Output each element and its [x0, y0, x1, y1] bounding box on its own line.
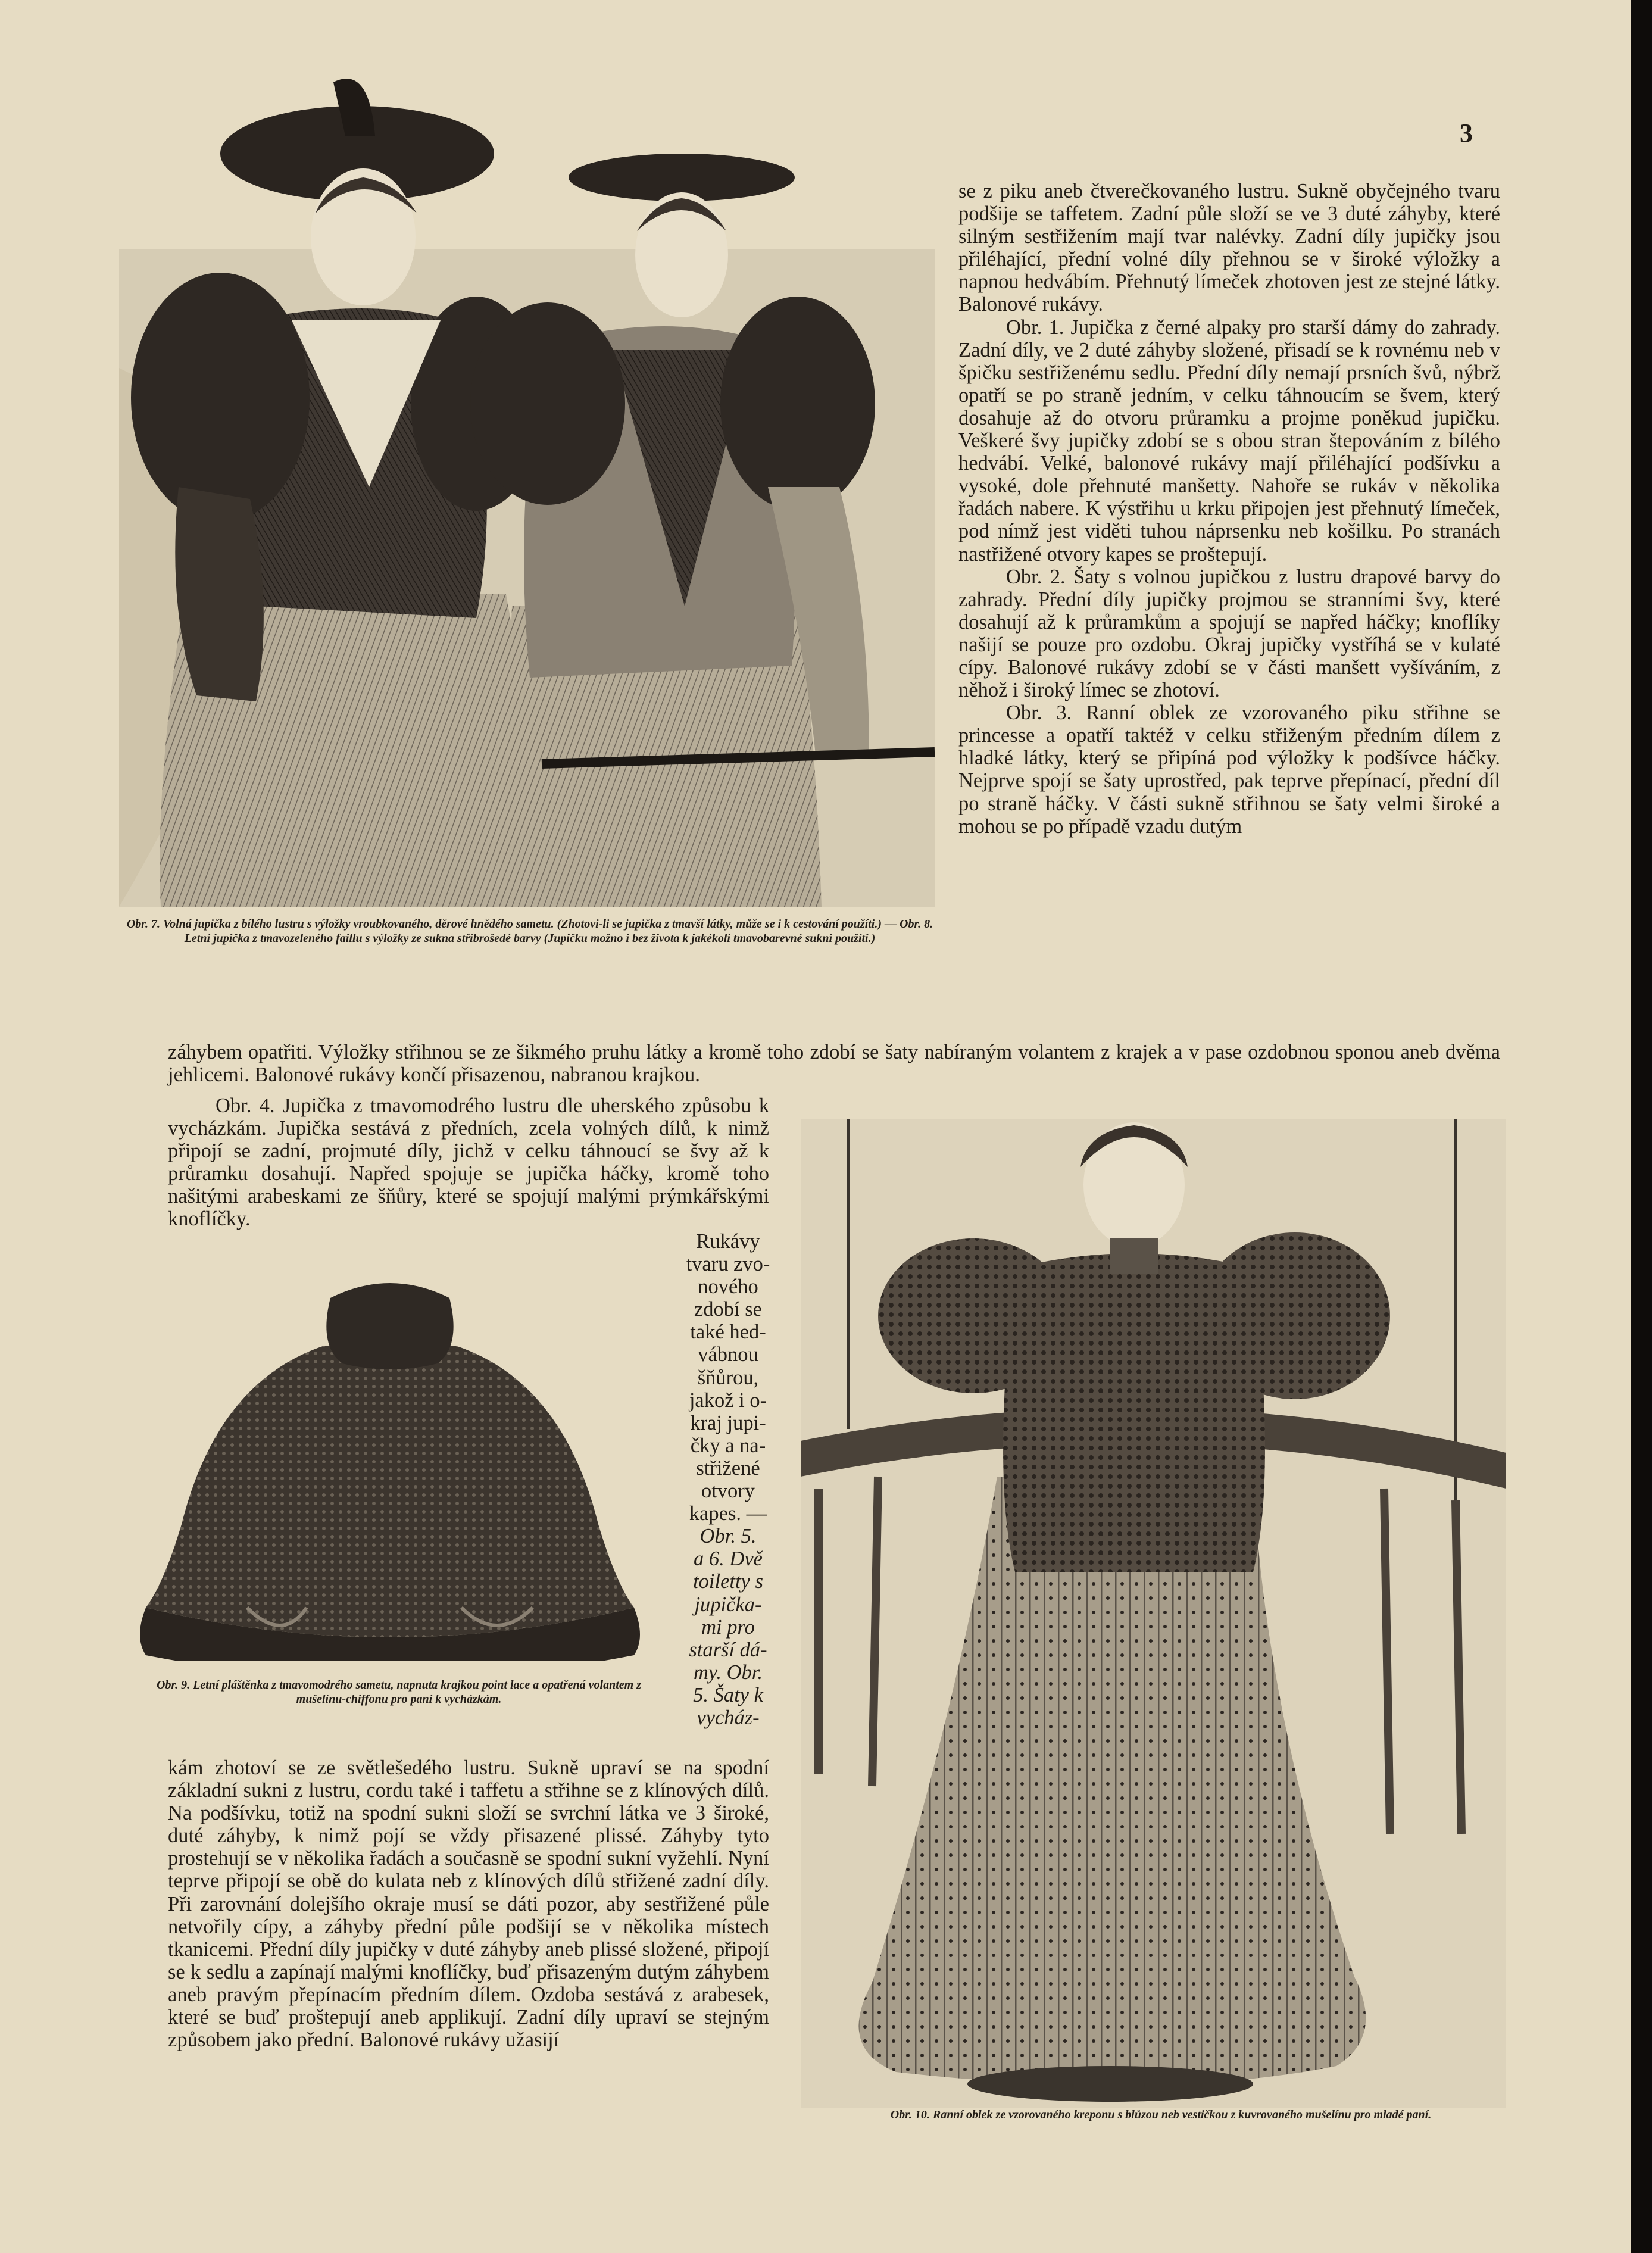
text-column-left-mid	[168, 1094, 769, 1231]
page-edge-shadow	[1631, 0, 1652, 2253]
text-line: jupička-	[694, 1593, 762, 1616]
paragraph: se z piku aneb čtverečkovaného lustru. Sukně obyčejného tvaru podšije se taffetem. Zadní půle složí se ve 3 duté záhyby, které silným sestřižením mají tvar nalévky. Zadní díly jupičky jsou přiléhající, přední volné díly přehnou se v široké výložky a napnou hedvábím. Přehnutý límeček zhotoven jest ze stejné látky. Balonové rukávy.	[958, 180, 1500, 316]
text-line: jakož i o-	[689, 1388, 767, 1412]
caption-fig-9: Obr. 9. Letní pláštěnka z tmavomodrého sametu, napnuta krajkou point lace a opatřená volantem z mušelínu-chiffonu pro paní k vycházkám.	[157, 1678, 641, 1706]
text-line: otvory	[701, 1480, 755, 1503]
text-line: vycház-	[697, 1706, 760, 1729]
illustration-fig-9	[128, 1274, 652, 1661]
text-column-right-top	[958, 180, 1500, 838]
paragraph: záhybem opatřiti. Výložky střihnou se ze šikmého pruhu látky a kromě toho zdobí se šaty nabíraným volantem z krajek a v pase ozdobnou sponou aneb dvěma jehlicemi. Balonové rukávy končí přisazenou, nabranou krajkou.	[168, 1041, 1500, 1087]
caption-fig-7-8: Obr. 7. Volná jupička z bílého lustru s výložky vroubkovaného, děrové hnědého sametu. (Zhotovi-li se jupička z tmavší látky, může se i k cestování použíti.) — Obr. 8. Letní jupička z tmavozeleného faillu s výložky ze sukna stříbrošedé barvy (Jupičku možno i bez života k jakékoli tmavobarevné sukni použíti.)	[126, 918, 933, 945]
text-line: my. Obr.	[694, 1661, 763, 1684]
text-full-width	[168, 1041, 1500, 1086]
illustration-fig-7-8	[119, 70, 935, 907]
text-narrow-column	[669, 1230, 788, 1729]
text-line: Obr. 5.	[699, 1525, 757, 1548]
paragraph: Obr. 4. Jupička z tmavomodrého lustru dle uherského způsobu k vycházkám. Jupička sestává z předních, zcela volných dílů, k nimž připojí se zadní, projmuté díly, jichž v celku táhnoucí se švy až k průramku dosahují. Napřed spojuje se jupička háčky, kromě toho našitými arabeskami ze šňůry, které se spojují malými prýmkářskými knoflíčky.	[168, 1094, 769, 1231]
paragraph: kám zhotoví se ze světlešedého lustru. Sukně upraví se na spodní základní sukni z lustru, cordu také i taffetu a střihne se z klínových dílů. Na podšívku, totiž na spodní sukni složí se svrchní látka ve 3 široké, duté záhyby, k nimž pojí se vždy přisazené plissé. Záhyby tyto prostehují se v několika řadách a současně se spodní sukní vyžehlí. Nyní teprve připojí se obě do kulata neb z klínových dílů střižené zadní díly. Při zarovnání dolejšího okraje musí se dáti pozor, aby sestřižené půle netvořily cípy, a záhyby přední půle podšijí se v několika místech tkanicemi. Přední díly jupičky v duté záhyby aneb plissé složené, připojí se k sedlu a zapínají malými knoflíčky, buď přisazeným dutým záhybem aneb pravým přepínacím předním dílem. Ozdoba sestává z arabesek, které se buď proštepují aneb applikují. Zadní díly upraví se stejným způsobem jako přední. Balonové rukávy užasijí	[168, 1756, 769, 2052]
text-line: tvaru zvo-	[686, 1253, 770, 1276]
text-line: kraj jupi-	[690, 1411, 766, 1434]
caption-fig-10: Obr. 10. Ranní oblek ze vzorovaného kreponu s blůzou neb vestičkou z kuvrovaného mušelínu pro mladé paní.	[890, 2108, 1432, 2121]
text-line: nového	[698, 1275, 758, 1299]
text-line: starší dá-	[689, 1638, 767, 1661]
text-column-left-bottom	[168, 1756, 769, 2051]
paragraph: Obr. 2. Šaty s volnou jupičkou z lustru drapové barvy do zahrady. Přední díly jupičky projmou se stranními švy, které dosahují až k průramkům a spojují se napřed háčky; knoflíky našijí se pouze pro ozdobu. Okraj jupičky vystříhá se v kulaté cípy. Balonové rukávy zdobí se v části manšett vyšíváním, z něhož i široký límec se zhotoví.	[958, 565, 1500, 702]
paragraph: Obr. 1. Jupička z černé alpaky pro starší dámy do zahrady. Zadní díly, ve 2 duté záhyby složené, přisadí se k rovnému neb v špičku sestřiženému sedlu. Přední díly nemají prsních švů, nýbrž opatří se po straně jedním, v celku táhnoucím se švem, který dosahuje až do otvoru průramku a projme poněkud jupičku. Veškeré švy jupičky zdobí se s obou stran štepováním z bílého hedvábí. Velké, balonové rukávy mají přiléhající podšívku a vysoké, dole přehnuté manšetty. Nahoře se rukáv v několika řadách nabere. K výstřihu u krku připojen jest přehnutý límeček, pod nímž jest viděti tuhou náprsenku neb košilku. Po stranách nastřižené otvory kapes se proštepují.	[958, 316, 1500, 566]
text-line: Rukávy	[696, 1230, 760, 1253]
page-number: 3	[1460, 118, 1473, 148]
text-line: kapes. —	[689, 1502, 767, 1525]
text-line: čky a na-	[690, 1434, 766, 1457]
text-line: toiletty s	[693, 1570, 763, 1593]
text-line: střižené	[696, 1456, 760, 1480]
text-line: také hed-	[690, 1321, 766, 1344]
illustration-fig-10	[801, 1119, 1506, 2108]
text-line: a 6. Dvě	[694, 1547, 763, 1571]
text-line: 5. Šaty k	[693, 1683, 763, 1706]
text-line: šňůrou,	[697, 1366, 759, 1389]
paragraph: Obr. 3. Ranní oblek ze vzorovaného piku střihne se princesse a opatří taktéž v celku střiženým předním dílem z hladké látky, který se připíná pod výložky k podšívce háčky. Nejprve spojí se šaty uprostřed, pak teprve přepínací, přední díl po straně háčky. V části sukně střihnou se šaty velmi široké a mohou se po případě vzadu dutým	[958, 701, 1500, 838]
text-line: mi pro	[701, 1615, 755, 1639]
text-line: zdobí se	[694, 1298, 762, 1321]
text-line: vábnou	[698, 1343, 758, 1366]
